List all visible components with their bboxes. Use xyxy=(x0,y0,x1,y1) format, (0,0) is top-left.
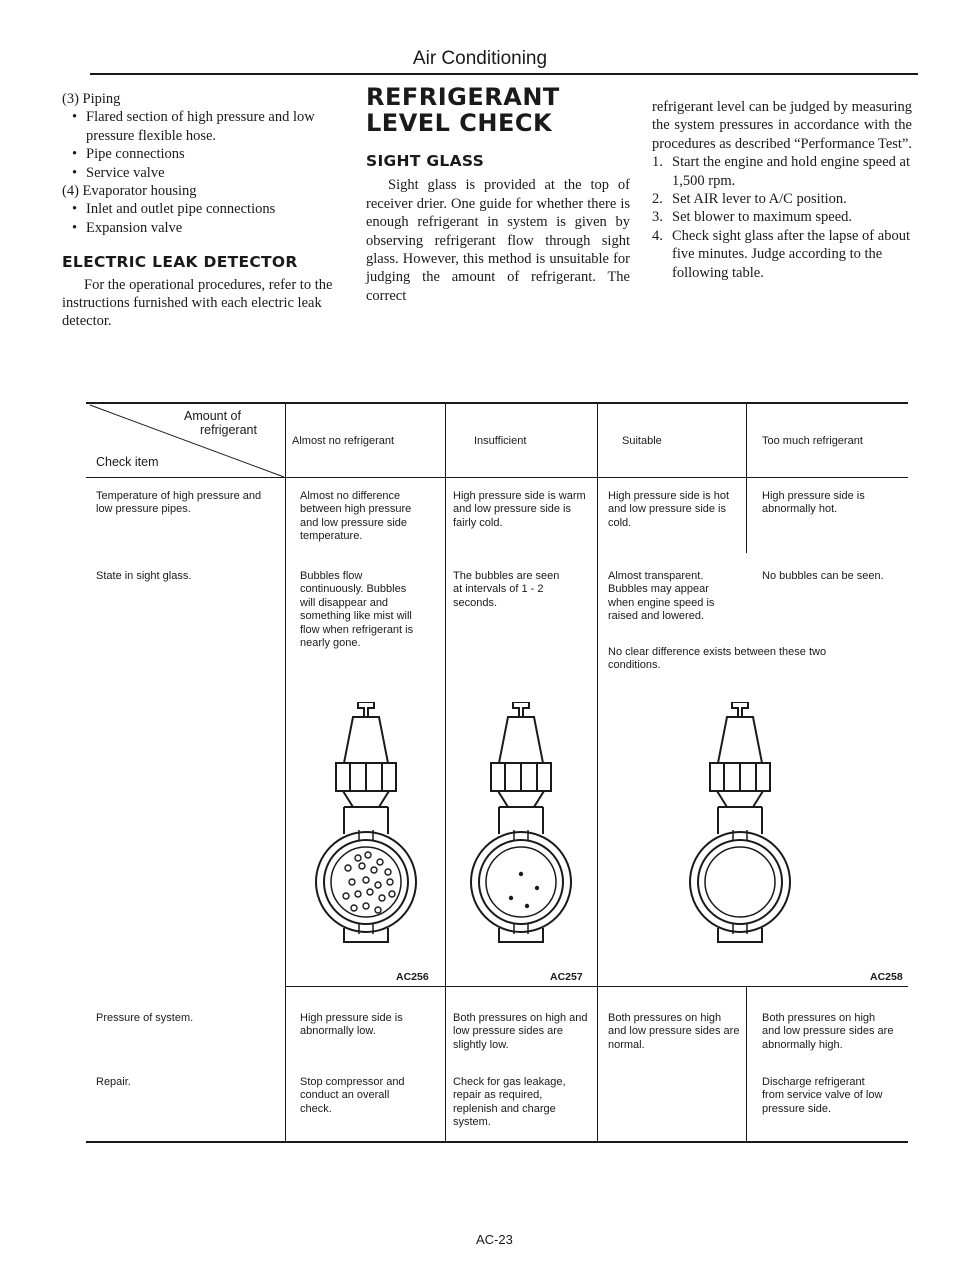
table-cell: Discharge refrigerant from service valve of low pressure side. xyxy=(762,1076,883,1115)
section-heading-line1: REFRIGERANT xyxy=(366,83,560,111)
row-label-sight-glass: State in sight glass. xyxy=(96,570,192,582)
table-cell: Both pressures on high and low pressure sides are normal. xyxy=(608,1012,740,1051)
right-column xyxy=(652,98,912,282)
left-item: (3) Piping xyxy=(62,91,121,107)
row-label-pressure: Pressure of system. xyxy=(96,1012,194,1024)
table-cell: Bubbles flow continuously. Bubbles will disappear and something like mist will flow when refrigerant is nearly gone. xyxy=(300,570,414,650)
table-col-divider xyxy=(445,403,446,1142)
step-item: 3. Set blower to maximum speed. xyxy=(652,209,853,226)
electric-leak-heading: ELECTRIC LEAK DETECTOR xyxy=(62,253,298,272)
column-header: Almost no refrigerant xyxy=(292,435,395,447)
column-header: Too much refrigerant xyxy=(762,435,863,447)
section-heading-line2: LEVEL CHECK xyxy=(366,109,553,137)
column-header: Suitable xyxy=(622,435,662,447)
left-item: • Flared section of high pressure and low pressure flexible hose. xyxy=(62,108,337,145)
table-cell: Check for gas leakage, repair as required, replenish and charge system. xyxy=(453,1076,566,1129)
table-cell: Almost no difference between high pressure and low pressure side temperature. xyxy=(300,490,412,543)
page-header-title: Air Conditioning xyxy=(412,48,548,69)
step-item: 1. Start the engine and hold engine speed at 1,500 rpm. xyxy=(652,154,910,189)
row-label-temperature: Temperature of high pressure and low pressure pipes. xyxy=(96,490,262,516)
figure-label: AC258 xyxy=(870,971,903,983)
left-item: • Expansion valve xyxy=(62,219,337,237)
sight-glass-figure-bubbles-continuous xyxy=(312,702,420,944)
table-cell: High pressure side is warm and low pressure side is fairly cold. xyxy=(453,490,586,529)
table-cell: No bubbles can be seen. xyxy=(762,570,884,582)
header-rule xyxy=(90,73,918,75)
figure-label: AC256 xyxy=(396,971,429,983)
left-item: • Service valve xyxy=(62,164,337,182)
electric-leak-paragraph: For the operational procedures, refer to the instructions furnished with each electric leak detector. xyxy=(62,276,333,330)
table-cell: High pressure side is abnormally hot. xyxy=(762,490,865,516)
left-item: (4) Evaporator housing xyxy=(62,183,197,200)
sight-glass-figure-transparent xyxy=(686,702,794,944)
left-column xyxy=(62,90,337,331)
table-cell: Both pressures on high and low pressure sides are abnormally high. xyxy=(762,1012,894,1051)
sight-glass-figure-bubbles-intervals xyxy=(467,702,575,944)
table-col-divider xyxy=(746,403,747,553)
table-cell: High pressure side is hot and low pressure side is cold. xyxy=(608,490,730,529)
table-cell: Stop compressor and conduct an overall check. xyxy=(300,1076,405,1115)
sight-glass-heading: SIGHT GLASS xyxy=(366,152,485,170)
column-header: Insufficient xyxy=(474,435,527,447)
corner-top-label-2: refrigerant xyxy=(200,423,257,437)
table-cell: High pressure side is abnormally low. xyxy=(300,1012,403,1038)
figure-label: AC257 xyxy=(550,971,583,983)
corner-top-label: Amount of xyxy=(184,409,241,423)
table-cell: The bubbles are seen at intervals of 1 - 2 seconds. xyxy=(453,570,560,609)
table-col-divider xyxy=(285,403,286,1142)
table-bottom-rule xyxy=(86,1141,908,1143)
step-item: 4. Check sight glass after the lapse of about five minutes. Judge according to the following table. xyxy=(652,227,910,281)
table-cell: Almost transparent. Bubbles may appear when engine speed is raised and lowered. xyxy=(608,570,715,623)
page-number: AC-23 xyxy=(476,1232,513,1247)
table-col-divider xyxy=(746,987,747,1142)
right-paragraph: refrigerant level can be judged by measuring the system pressures in accordance with the procedures as described “Performance Test”. xyxy=(652,99,913,152)
left-item: • Inlet and outlet pipe connections xyxy=(62,200,337,218)
step-item: 2. Set AIR lever to A/C position. xyxy=(652,191,847,208)
table-col-divider xyxy=(597,403,598,1142)
row-label-repair: Repair. xyxy=(96,1076,131,1088)
span-note: No clear difference exists between these two conditions. xyxy=(608,646,827,672)
table-cell: Both pressures on high and low pressure sides are slightly low. xyxy=(453,1012,588,1051)
middle-column xyxy=(366,84,630,305)
corner-bottom-label: Check item xyxy=(96,455,159,469)
sight-glass-paragraph: Sight glass is provided at the top of receiver drier. One guide for whether there is enough refrigerant in system is given by observing refrigerant flow through sight glass. However, this method is unsuitable for judging the amount of refrigerant. The correct xyxy=(366,177,630,304)
left-item: • Pipe connections xyxy=(62,145,337,163)
